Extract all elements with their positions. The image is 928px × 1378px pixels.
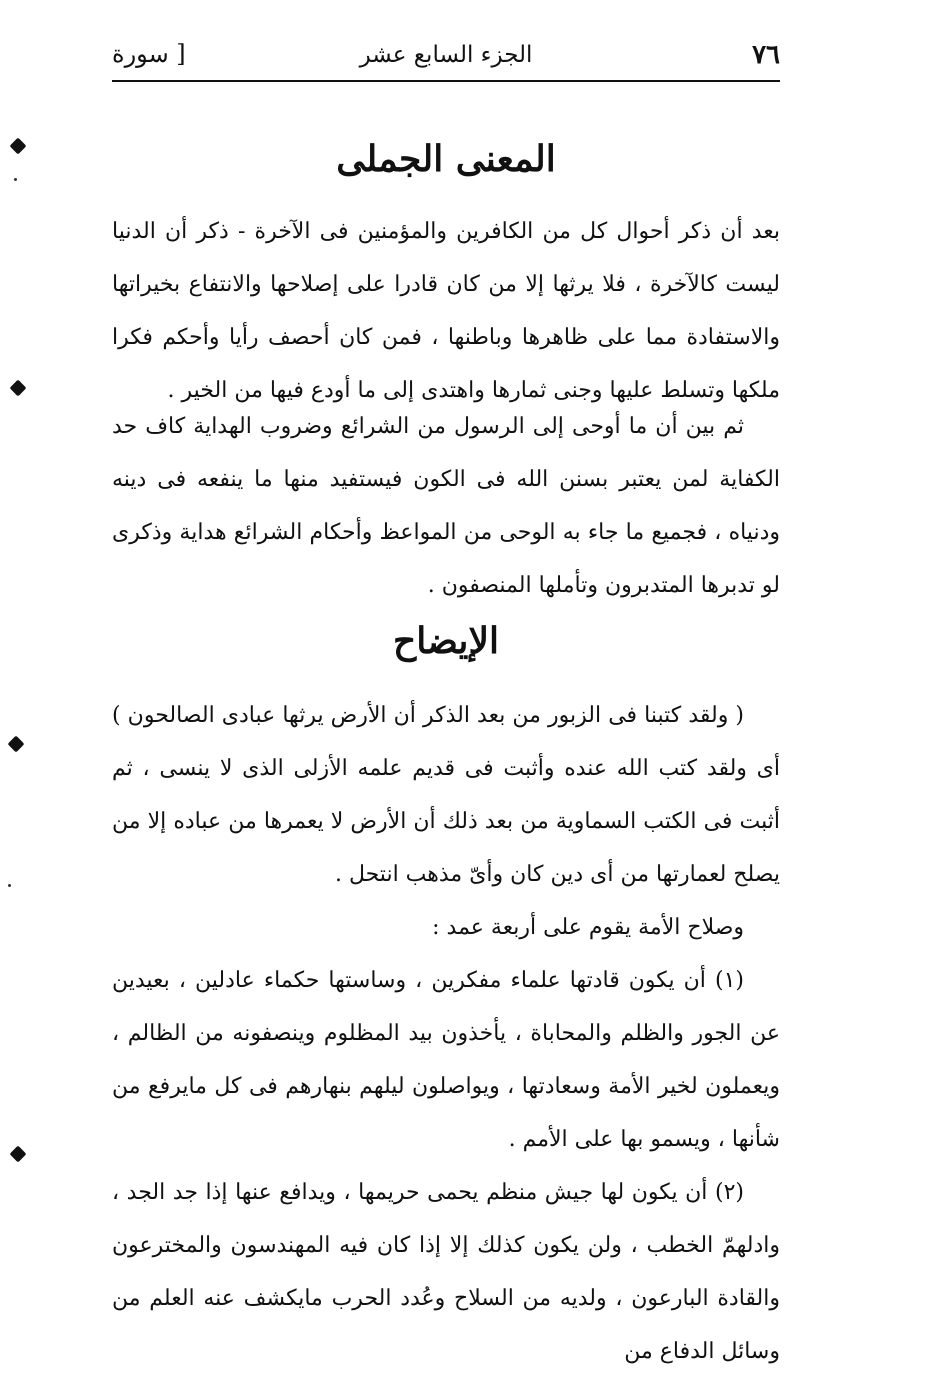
page-header (112, 38, 780, 82)
pillar-1-paragraph: (١) أن يكون قادتها علماء مفكرين ، وساستها حكماء عادلين ، بعيدين عن الجور والظلم والمحاباة ، يأخذون بيد المظلوم وينصفونه من الظالم ، ويعملون لخير الأمة وسعادتها ، ويواصلون ليلهم بنهارهم فى كل مايرفع من شأنها ، ويسمو بها على الأمم . (112, 968, 780, 1152)
part-title: الجزء السابع عشر (359, 42, 533, 68)
margin-mark-icon (6, 738, 22, 750)
page-number: ٧٦ (752, 40, 780, 70)
meaning-paragraph-1 (112, 205, 780, 417)
paragraph-text: ثم بين أن ما أوحى إلى الرسول من الشرائع وضروب الهداية كاف حد الكفاية لمن يعتبر بسنن الله فى الكون فيستفيد منها ما ينفعه فى دينه ودنياه ، فجميع ما جاء به الوحى من المواعظ وأحكام الشرائع هداية وذكرى لو تدبرها المتدبرون وتأملها المنصفون . (112, 414, 780, 598)
pillar-2-paragraph: (٢) أن يكون لها جيش منظم يحمى حريمها ، ويدافع عنها إذا جد الجد ، وادلهمّ الخطب ، ولن يكون كذلك إلا إذا كان فيه المهندسون والمخترعون والقادة البارعون ، ولديه من السلاح وعُدد الحرب مايكشف عنه العلم من وسائل الدفاع من (112, 1180, 780, 1364)
margin-dot (14, 178, 17, 181)
verse-paragraph: ( ولقد كتبنا فى الزبور من بعد الذكر أن الأرض يرثها عبادى الصالحون ) أى ولقد كتب الله عنده وأثبت فى قديم علمه الأزلى الذى لا ينسى ، ثم أثبت فى الكتب السماوية من بعد ذلك أن الأرض لا يعمرها من عباده إلا من يصلح لعمارتها من أى دين كان وأىّ مذهب انتحل . (112, 703, 780, 887)
margin-mark-icon (8, 140, 24, 152)
header-rule (112, 80, 780, 82)
paragraph-text: بعد أن ذكر أحوال كل من الكافرين والمؤمنين فى الآخرة - ذكر أن الدنيا ليست كالآخرة ، فلا يرثها إلا من كان قادرا على إصلاحها والانتفاع بخيراتها والاستفادة مما على ظاهرها وباطنها ، فمن كان أحصف رأيا وأحكم فكرا ملكها وتسلط عليها وجنى ثمارها واهتدى إلى ما أودع فيها من الخير . (112, 219, 780, 403)
meaning-paragraph-2 (112, 400, 780, 612)
margin-dot (8, 884, 11, 887)
surah-label: [ سورة (112, 40, 186, 68)
clarification-body (112, 689, 780, 1378)
margin-mark-icon (8, 1148, 24, 1160)
section-heading-meaning: المعنى الجملى (336, 138, 556, 180)
section-heading-clarification: الإيضاح (393, 620, 499, 662)
margin-mark-icon (8, 382, 24, 394)
pillars-intro: وصلاح الأمة يقوم على أربعة عمد : (432, 915, 744, 940)
